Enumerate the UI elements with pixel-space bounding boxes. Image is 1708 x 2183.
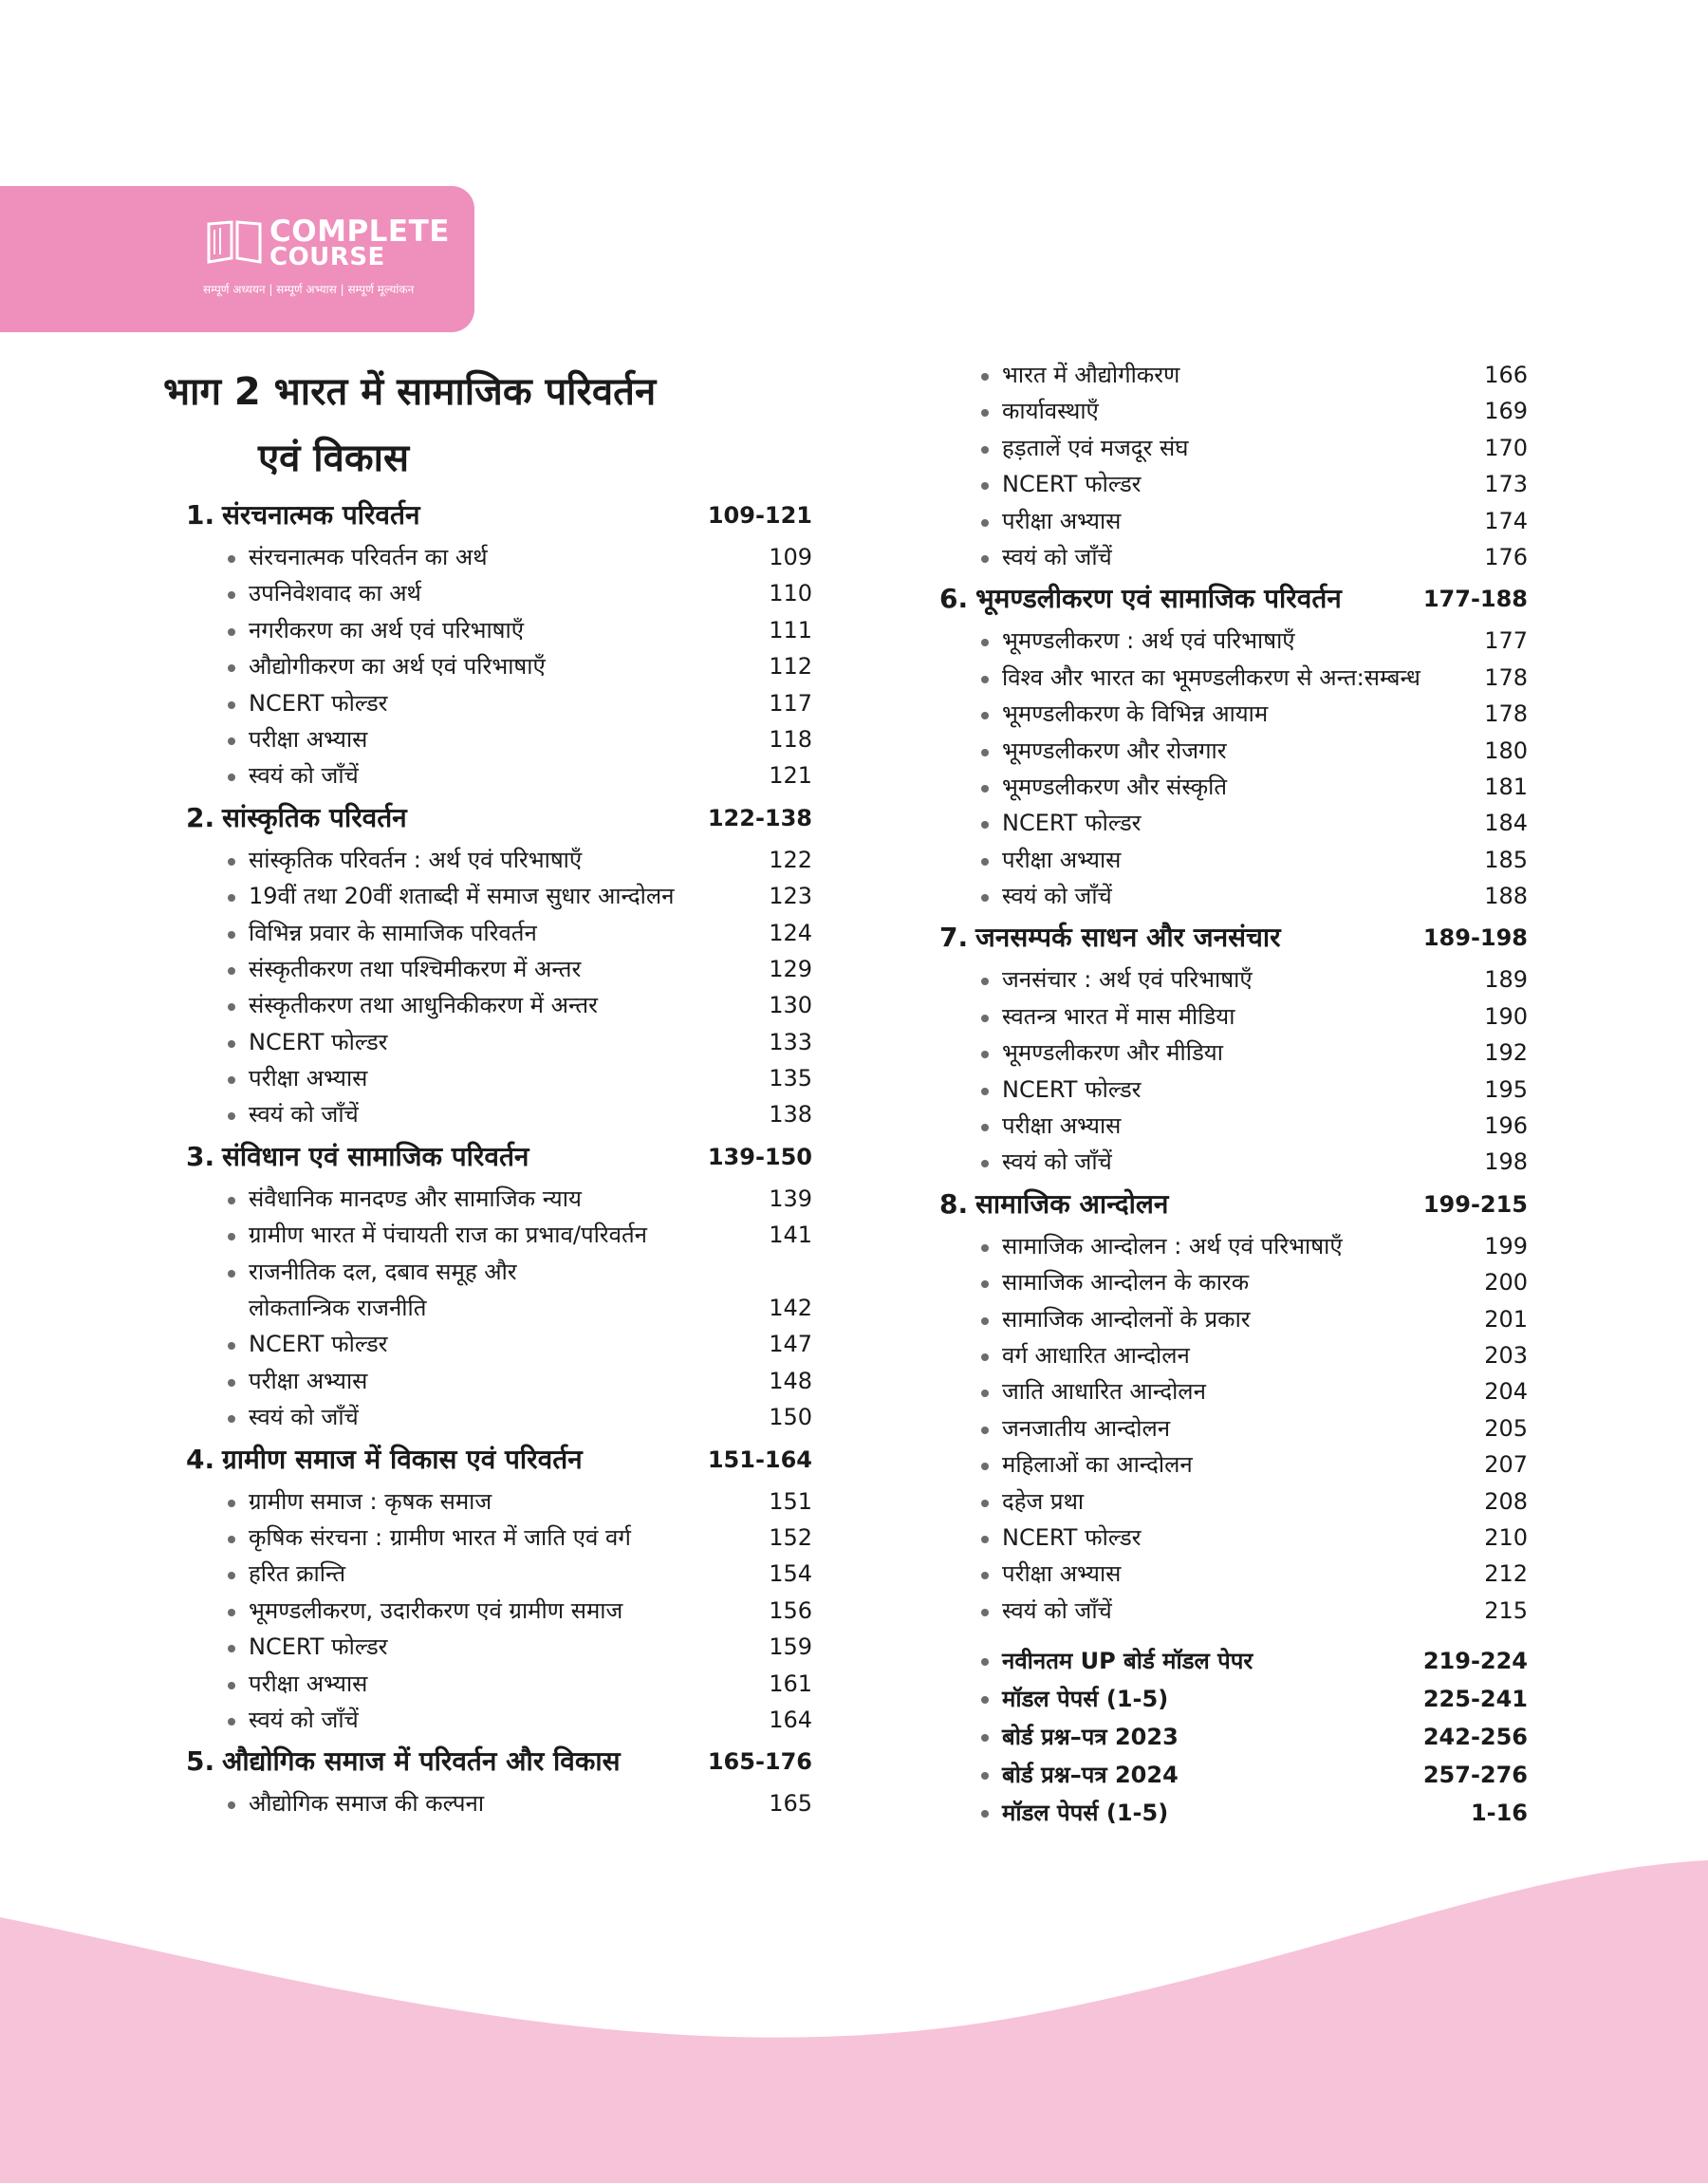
toc-item-page: 181 <box>1484 773 1528 800</box>
toc-item[interactable] <box>939 503 1528 539</box>
extra-item[interactable] <box>939 1642 1528 1680</box>
toc-item[interactable] <box>186 1181 812 1217</box>
toc-left-column <box>186 492 812 1822</box>
toc-item[interactable] <box>186 685 812 721</box>
toc-item-page: 169 <box>1484 398 1528 425</box>
extra-item[interactable] <box>939 1794 1528 1832</box>
toc-item-label: सामाजिक आन्दोलन के कारक <box>1002 1269 1250 1297</box>
toc-item-label: विश्व और भारत का भूमण्डलीकरण से अन्त:सम्बन्ध <box>1002 663 1420 691</box>
chapter-heading[interactable] <box>939 575 1528 623</box>
toc-item-page: 122 <box>769 846 812 873</box>
toc-item-page: 176 <box>1484 543 1528 570</box>
toc-item-page: 147 <box>769 1331 812 1358</box>
toc-item-label: NCERT फोल्डर <box>249 1331 388 1358</box>
toc-item-label: भूमण्डलीकरण और मीडिया <box>1002 1039 1223 1067</box>
toc-item-label: NCERT फोल्डर <box>1002 1075 1142 1103</box>
toc-item-page: 139 <box>769 1185 812 1212</box>
toc-item[interactable] <box>186 612 812 648</box>
toc-item-page: 196 <box>1484 1112 1528 1140</box>
chapter-title: सामाजिक आन्दोलन <box>975 1187 1169 1220</box>
toc-item[interactable] <box>186 757 812 793</box>
extra-item[interactable] <box>939 1718 1528 1756</box>
toc-item-page: 185 <box>1484 846 1528 873</box>
extra-item-label: बोर्ड प्रश्न–पत्र 2024 <box>1002 1762 1179 1789</box>
toc-item-label: जनसंचार : अर्थ एवं परिभाषाएँ <box>1002 966 1253 994</box>
toc-item[interactable] <box>186 1217 812 1253</box>
toc-item-label: स्वयं को जाँचें <box>249 1706 359 1733</box>
chapter-number: 8. <box>939 1187 969 1220</box>
toc-item[interactable] <box>939 696 1528 732</box>
toc-item-label: भूमण्डलीकरण : अर्थ एवं परिभाषाएँ <box>1002 627 1295 655</box>
toc-item[interactable] <box>186 1096 812 1132</box>
chapter-title: भूमण्डलीकरण एवं सामाजिक परिवर्तन <box>975 583 1342 615</box>
toc-item-page: 118 <box>769 725 812 753</box>
toc-item-label: महिलाओं का आन्दोलन <box>1002 1451 1193 1479</box>
chapter-number: 7. <box>939 922 969 954</box>
chapter-number: 5. <box>186 1745 215 1778</box>
toc-item[interactable] <box>186 648 812 684</box>
toc-item-page: 177 <box>1484 627 1528 655</box>
toc-item[interactable] <box>939 1144 1528 1180</box>
extra-item-pages: 257-276 <box>1422 1762 1528 1789</box>
chapter-pages: 151-164 <box>707 1446 812 1473</box>
toc-item-page: 189 <box>1484 966 1528 994</box>
toc-item[interactable] <box>186 575 812 611</box>
toc-item-page: 195 <box>1484 1075 1528 1103</box>
toc-item-page: 210 <box>1484 1523 1528 1551</box>
toc-item[interactable] <box>939 357 1528 393</box>
chapter-pages: 177-188 <box>1422 586 1528 613</box>
chapter-number: 3. <box>186 1140 215 1172</box>
toc-item[interactable] <box>186 1483 812 1520</box>
toc-item[interactable] <box>186 539 812 575</box>
toc-item[interactable] <box>939 1301 1528 1337</box>
toc-item[interactable] <box>186 1520 812 1556</box>
toc-item-label: जाति आधारित आन्दोलन <box>1002 1378 1206 1406</box>
toc-item-page: 166 <box>1484 362 1528 388</box>
toc-item[interactable] <box>186 842 812 878</box>
toc-item-page: 170 <box>1484 434 1528 461</box>
toc-item-page: 150 <box>769 1404 812 1431</box>
toc-item-page: 204 <box>1484 1378 1528 1406</box>
toc-item-label: परीक्षा अभ्यास <box>1002 846 1122 873</box>
chapter-heading[interactable] <box>186 492 812 539</box>
toc-item-page: 109 <box>769 544 812 570</box>
toc-item-page: 133 <box>769 1028 812 1055</box>
toc-item-label: वर्ग आधारित आन्दोलन <box>1002 1341 1190 1369</box>
toc-item-label: नगरीकरण का अर्थ एवं परिभाषाएँ <box>249 616 525 644</box>
toc-item-page: 190 <box>1484 1002 1528 1030</box>
toc-item-label: हरित क्रान्ति <box>249 1560 346 1588</box>
toc-item-label: परीक्षा अभ्यास <box>1002 1560 1122 1588</box>
decorative-wave <box>0 1841 1708 2183</box>
toc-item[interactable] <box>939 1228 1528 1264</box>
extra-item-pages: 219-224 <box>1422 1648 1528 1675</box>
toc-item[interactable] <box>939 1108 1528 1144</box>
chapter-number: 6. <box>939 583 969 615</box>
toc-item-page: 161 <box>769 1670 812 1697</box>
toc-item-label: भूमण्डलीकरण और रोजगार <box>1002 737 1227 764</box>
toc-item-label: NCERT फोल्डर <box>249 689 388 717</box>
toc-item-page: 165 <box>769 1790 812 1818</box>
toc-item[interactable] <box>939 466 1528 502</box>
toc-item[interactable] <box>939 805 1528 841</box>
toc-item-label: कृषिक संरचना : ग्रामीण भारत में जाति एवं वर्ग <box>249 1524 631 1552</box>
toc-item-page: 203 <box>1484 1341 1528 1369</box>
toc-item[interactable] <box>186 1785 812 1821</box>
toc-item-label: NCERT फोल्डर <box>1002 810 1142 837</box>
toc-item-label: उपनिवेशवाद का अर्थ <box>249 580 421 607</box>
toc-item[interactable] <box>939 1593 1528 1629</box>
toc-item[interactable] <box>939 1520 1528 1556</box>
logo-tagline: सम्पूर्ण अध्ययन | सम्पूर्ण अभ्यास | सम्पूर्ण मूल्यांकन <box>203 283 415 296</box>
chapter-number: 4. <box>186 1443 215 1475</box>
toc-item[interactable] <box>186 1629 812 1665</box>
toc-item-label: स्वयं को जाँचें <box>249 1404 359 1431</box>
toc-item-label: सामाजिक आन्दोलन : अर्थ एवं परिभाषाएँ <box>1002 1232 1343 1259</box>
toc-item[interactable] <box>939 660 1528 696</box>
part-heading-line1: भाग 2 भारत में सामाजिक परिवर्तन <box>163 370 657 414</box>
toc-item[interactable] <box>939 1373 1528 1409</box>
toc-item[interactable] <box>939 430 1528 466</box>
toc-item[interactable] <box>939 1264 1528 1300</box>
toc-item-page: 208 <box>1484 1487 1528 1515</box>
toc-item-label: भूमण्डलीकरण और संस्कृति <box>1002 773 1228 800</box>
chapter-pages: 199-215 <box>1422 1190 1528 1218</box>
extra-item-pages: 242-256 <box>1422 1724 1528 1751</box>
chapter-pages: 109-121 <box>707 502 812 529</box>
part-heading-line2: एवं विकास <box>258 437 410 480</box>
toc-item-label: स्वयं को जाँचें <box>1002 883 1112 910</box>
toc-item[interactable] <box>939 1410 1528 1446</box>
section-spacer <box>939 1629 1528 1642</box>
toc-item[interactable] <box>939 1035 1528 1071</box>
toc-item[interactable] <box>186 987 812 1023</box>
chapter-heading[interactable] <box>186 1738 812 1785</box>
extra-item-pages: 225-241 <box>1422 1686 1528 1713</box>
toc-item-page: 121 <box>769 762 812 790</box>
extra-item-label: मॉडल पेपर्स (1-5) <box>1002 1800 1169 1827</box>
toc-item[interactable] <box>186 1326 812 1362</box>
toc-item-label: परीक्षा अभ्यास <box>249 1367 368 1394</box>
toc-item-page: 156 <box>769 1596 812 1624</box>
chapter-heading[interactable] <box>186 794 812 842</box>
toc-item-page: 135 <box>769 1065 812 1092</box>
toc-item[interactable] <box>939 769 1528 805</box>
toc-item[interactable] <box>186 1593 812 1629</box>
toc-item-page: 142 <box>769 1295 812 1322</box>
toc-item-page: 173 <box>1484 471 1528 498</box>
toc-item-label: भूमण्डलीकरण, उदारीकरण एवं ग्रामीण समाज <box>249 1596 623 1624</box>
chapter-pages: 122-138 <box>707 804 812 831</box>
chapter-pages: 189-198 <box>1422 924 1528 952</box>
toc-item-label-cont: लोकतान्त्रिक राजनीति <box>249 1295 427 1322</box>
toc-item[interactable] <box>939 1072 1528 1108</box>
toc-item[interactable] <box>186 915 812 951</box>
toc-item-label: परीक्षा अभ्यास <box>249 1065 368 1092</box>
toc-item-label: विभिन्न प्रवार के सामाजिक परिवर्तन <box>249 919 537 946</box>
toc-item-page: 123 <box>769 883 812 910</box>
toc-item-label: संस्कृतीकरण तथा पश्चिमीकरण में अन्तर <box>249 955 582 982</box>
toc-item-page: 164 <box>769 1706 812 1733</box>
toc-item[interactable] <box>186 1024 812 1060</box>
toc-item-label: भूमण्डलीकरण के विभिन्न आयाम <box>1002 700 1269 728</box>
chapter-title: ग्रामीण समाज में विकास एवं परिवर्तन <box>222 1443 583 1475</box>
toc-item-page: 148 <box>769 1367 812 1394</box>
toc-item[interactable] <box>939 1483 1528 1520</box>
book-icon <box>205 216 264 268</box>
toc-item-label: संवैधानिक मानदण्ड और सामाजिक न्याय <box>249 1185 582 1212</box>
toc-item-label: परीक्षा अभ्यास <box>1002 1112 1122 1140</box>
toc-item-label: राजनीतिक दल, दबाव समूह और <box>249 1258 517 1285</box>
toc-item[interactable] <box>186 951 812 987</box>
part-heading <box>163 359 656 492</box>
chapter-title: औद्योगिक समाज में परिवर्तन और विकास <box>222 1745 621 1778</box>
chapter-title: संविधान एवं सामाजिक परिवर्तन <box>222 1140 529 1172</box>
chapter-heading[interactable] <box>186 1436 812 1483</box>
extra-item-label: नवीनतम UP बोर्ड मॉडल पेपर <box>1002 1648 1253 1675</box>
chapter-heading[interactable] <box>939 914 1528 961</box>
extra-item[interactable] <box>939 1680 1528 1718</box>
toc-item-label: NCERT फोल्डर <box>249 1633 388 1661</box>
toc-item[interactable] <box>186 1702 812 1738</box>
toc-item-label: स्वयं को जाँचें <box>249 1101 359 1129</box>
toc-item-label: औद्योगिक समाज की कल्पना <box>249 1790 485 1818</box>
toc-item-label: हड़तालें एवं मजदूर संघ <box>1002 434 1189 461</box>
toc-item[interactable] <box>939 623 1528 659</box>
toc-item[interactable] <box>939 1446 1528 1483</box>
toc-item[interactable] <box>939 1556 1528 1592</box>
toc-item[interactable] <box>939 878 1528 914</box>
toc-item-label: NCERT फोल्डर <box>1002 471 1142 498</box>
brand-logo <box>0 186 474 332</box>
toc-item-page: 159 <box>769 1633 812 1661</box>
toc-item-page: 129 <box>769 955 812 982</box>
chapter-heading[interactable] <box>939 1181 1528 1228</box>
toc-item-page: 130 <box>769 992 812 1019</box>
toc-item-label: NCERT फोल्डर <box>1002 1523 1142 1551</box>
chapter-title: सांस्कृतिक परिवर्तन <box>222 801 407 833</box>
toc-item-label: स्वयं को जाँचें <box>249 762 359 790</box>
toc-item-label: सामाजिक आन्दोलनों के प्रकार <box>1002 1305 1251 1333</box>
toc-item-page: 141 <box>769 1222 812 1249</box>
toc-item-label: संरचनात्मक परिवर्तन का अर्थ <box>249 544 488 570</box>
toc-item-label: कार्यावस्थाएँ <box>1002 398 1099 425</box>
chapter-number: 2. <box>186 801 215 833</box>
toc-item-label: दहेज प्रथा <box>1002 1487 1085 1515</box>
toc-item-label: ग्रामीण भारत में पंचायती राज का प्रभाव/परिवर्तन <box>249 1222 647 1249</box>
toc-item-label: स्वयं को जाँचें <box>1002 1596 1112 1624</box>
toc-item-page: 207 <box>1484 1451 1528 1479</box>
toc-item-page: 174 <box>1484 507 1528 534</box>
toc-item-page: 111 <box>769 616 812 644</box>
toc-item-label: भारत में औद्योगीकरण <box>1002 362 1180 388</box>
toc-item-label: स्वयं को जाँचें <box>1002 543 1112 570</box>
toc-item[interactable] <box>186 878 812 914</box>
toc-item-page: 152 <box>769 1524 812 1552</box>
toc-item-label: औद्योगीकरण का अर्थ एवं परिभाषाएँ <box>249 653 546 681</box>
toc-item-page: 198 <box>1484 1148 1528 1176</box>
chapter-pages: 139-150 <box>707 1143 812 1170</box>
extra-item[interactable] <box>939 1756 1528 1794</box>
toc-item-page: 188 <box>1484 883 1528 910</box>
toc-item-label: 19वीं तथा 20वीं शताब्दी में समाज सुधार आन्दोलन <box>249 883 675 910</box>
toc-right-column <box>939 357 1528 1832</box>
logo-title-line2: COURSE <box>269 243 385 271</box>
toc-item-page: 110 <box>769 580 812 607</box>
chapter-heading[interactable] <box>186 1133 812 1181</box>
toc-item-label: स्वतन्त्र भारत में मास मीडिया <box>1002 1002 1235 1030</box>
toc-item[interactable] <box>186 721 812 757</box>
toc-item-page: 178 <box>1484 700 1528 728</box>
toc-item[interactable] <box>186 1363 812 1399</box>
toc-item[interactable] <box>186 1556 812 1592</box>
toc-item[interactable] <box>939 842 1528 878</box>
toc-item-label: परीक्षा अभ्यास <box>249 725 368 753</box>
chapter-title: जनसम्पर्क साधन और जनसंचार <box>975 922 1281 954</box>
extra-item-label: मॉडल पेपर्स (1-5) <box>1002 1686 1169 1713</box>
toc-item-page: 199 <box>1484 1232 1528 1259</box>
chapter-number: 1. <box>186 499 215 531</box>
toc-item-page: 215 <box>1484 1596 1528 1624</box>
toc-item-label: जनजातीय आन्दोलन <box>1002 1414 1171 1442</box>
chapter-title: संरचनात्मक परिवर्तन <box>222 499 420 531</box>
toc-item-page: 178 <box>1484 663 1528 691</box>
logo-title-line1: COMPLETE <box>269 215 450 249</box>
toc-item-page: 201 <box>1484 1305 1528 1333</box>
toc-item-page: 124 <box>769 919 812 946</box>
toc-item-page: 154 <box>769 1560 812 1588</box>
toc-item[interactable] <box>939 733 1528 769</box>
toc-item-page: 151 <box>769 1487 812 1515</box>
toc-item-page: 138 <box>769 1101 812 1129</box>
toc-item[interactable] <box>186 1254 812 1327</box>
toc-item[interactable] <box>186 1060 812 1096</box>
toc-item-label: ग्रामीण समाज : कृषक समाज <box>249 1487 492 1515</box>
toc-item-label: परीक्षा अभ्यास <box>1002 507 1122 534</box>
toc-item-page: 205 <box>1484 1414 1528 1442</box>
toc-item-label: NCERT फोल्डर <box>249 1028 388 1055</box>
toc-item[interactable] <box>939 961 1528 998</box>
toc-item[interactable] <box>939 539 1528 575</box>
toc-item[interactable] <box>939 998 1528 1035</box>
toc-item[interactable] <box>186 1666 812 1702</box>
toc-item-label: परीक्षा अभ्यास <box>249 1670 368 1697</box>
toc-item-label: स्वयं को जाँचें <box>1002 1148 1112 1176</box>
toc-item-page: 192 <box>1484 1039 1528 1067</box>
toc-item[interactable] <box>939 1337 1528 1373</box>
toc-item[interactable] <box>939 393 1528 429</box>
toc-item[interactable] <box>186 1399 812 1435</box>
extra-item-label: बोर्ड प्रश्न–पत्र 2023 <box>1002 1724 1179 1751</box>
chapter-pages: 165-176 <box>707 1748 812 1776</box>
toc-item-label: संस्कृतीकरण तथा आधुनिकीकरण में अन्तर <box>249 992 598 1019</box>
toc-item-page: 212 <box>1484 1560 1528 1588</box>
toc-item-page: 200 <box>1484 1269 1528 1297</box>
toc-item-page: 117 <box>769 689 812 717</box>
toc-item-page: 112 <box>769 653 812 681</box>
extra-item-pages: 1-16 <box>1470 1800 1528 1827</box>
toc-item-page: 180 <box>1484 737 1528 764</box>
toc-item-page: 184 <box>1484 810 1528 837</box>
toc-item-label: सांस्कृतिक परिवर्तन : अर्थ एवं परिभाषाएँ <box>249 846 583 873</box>
